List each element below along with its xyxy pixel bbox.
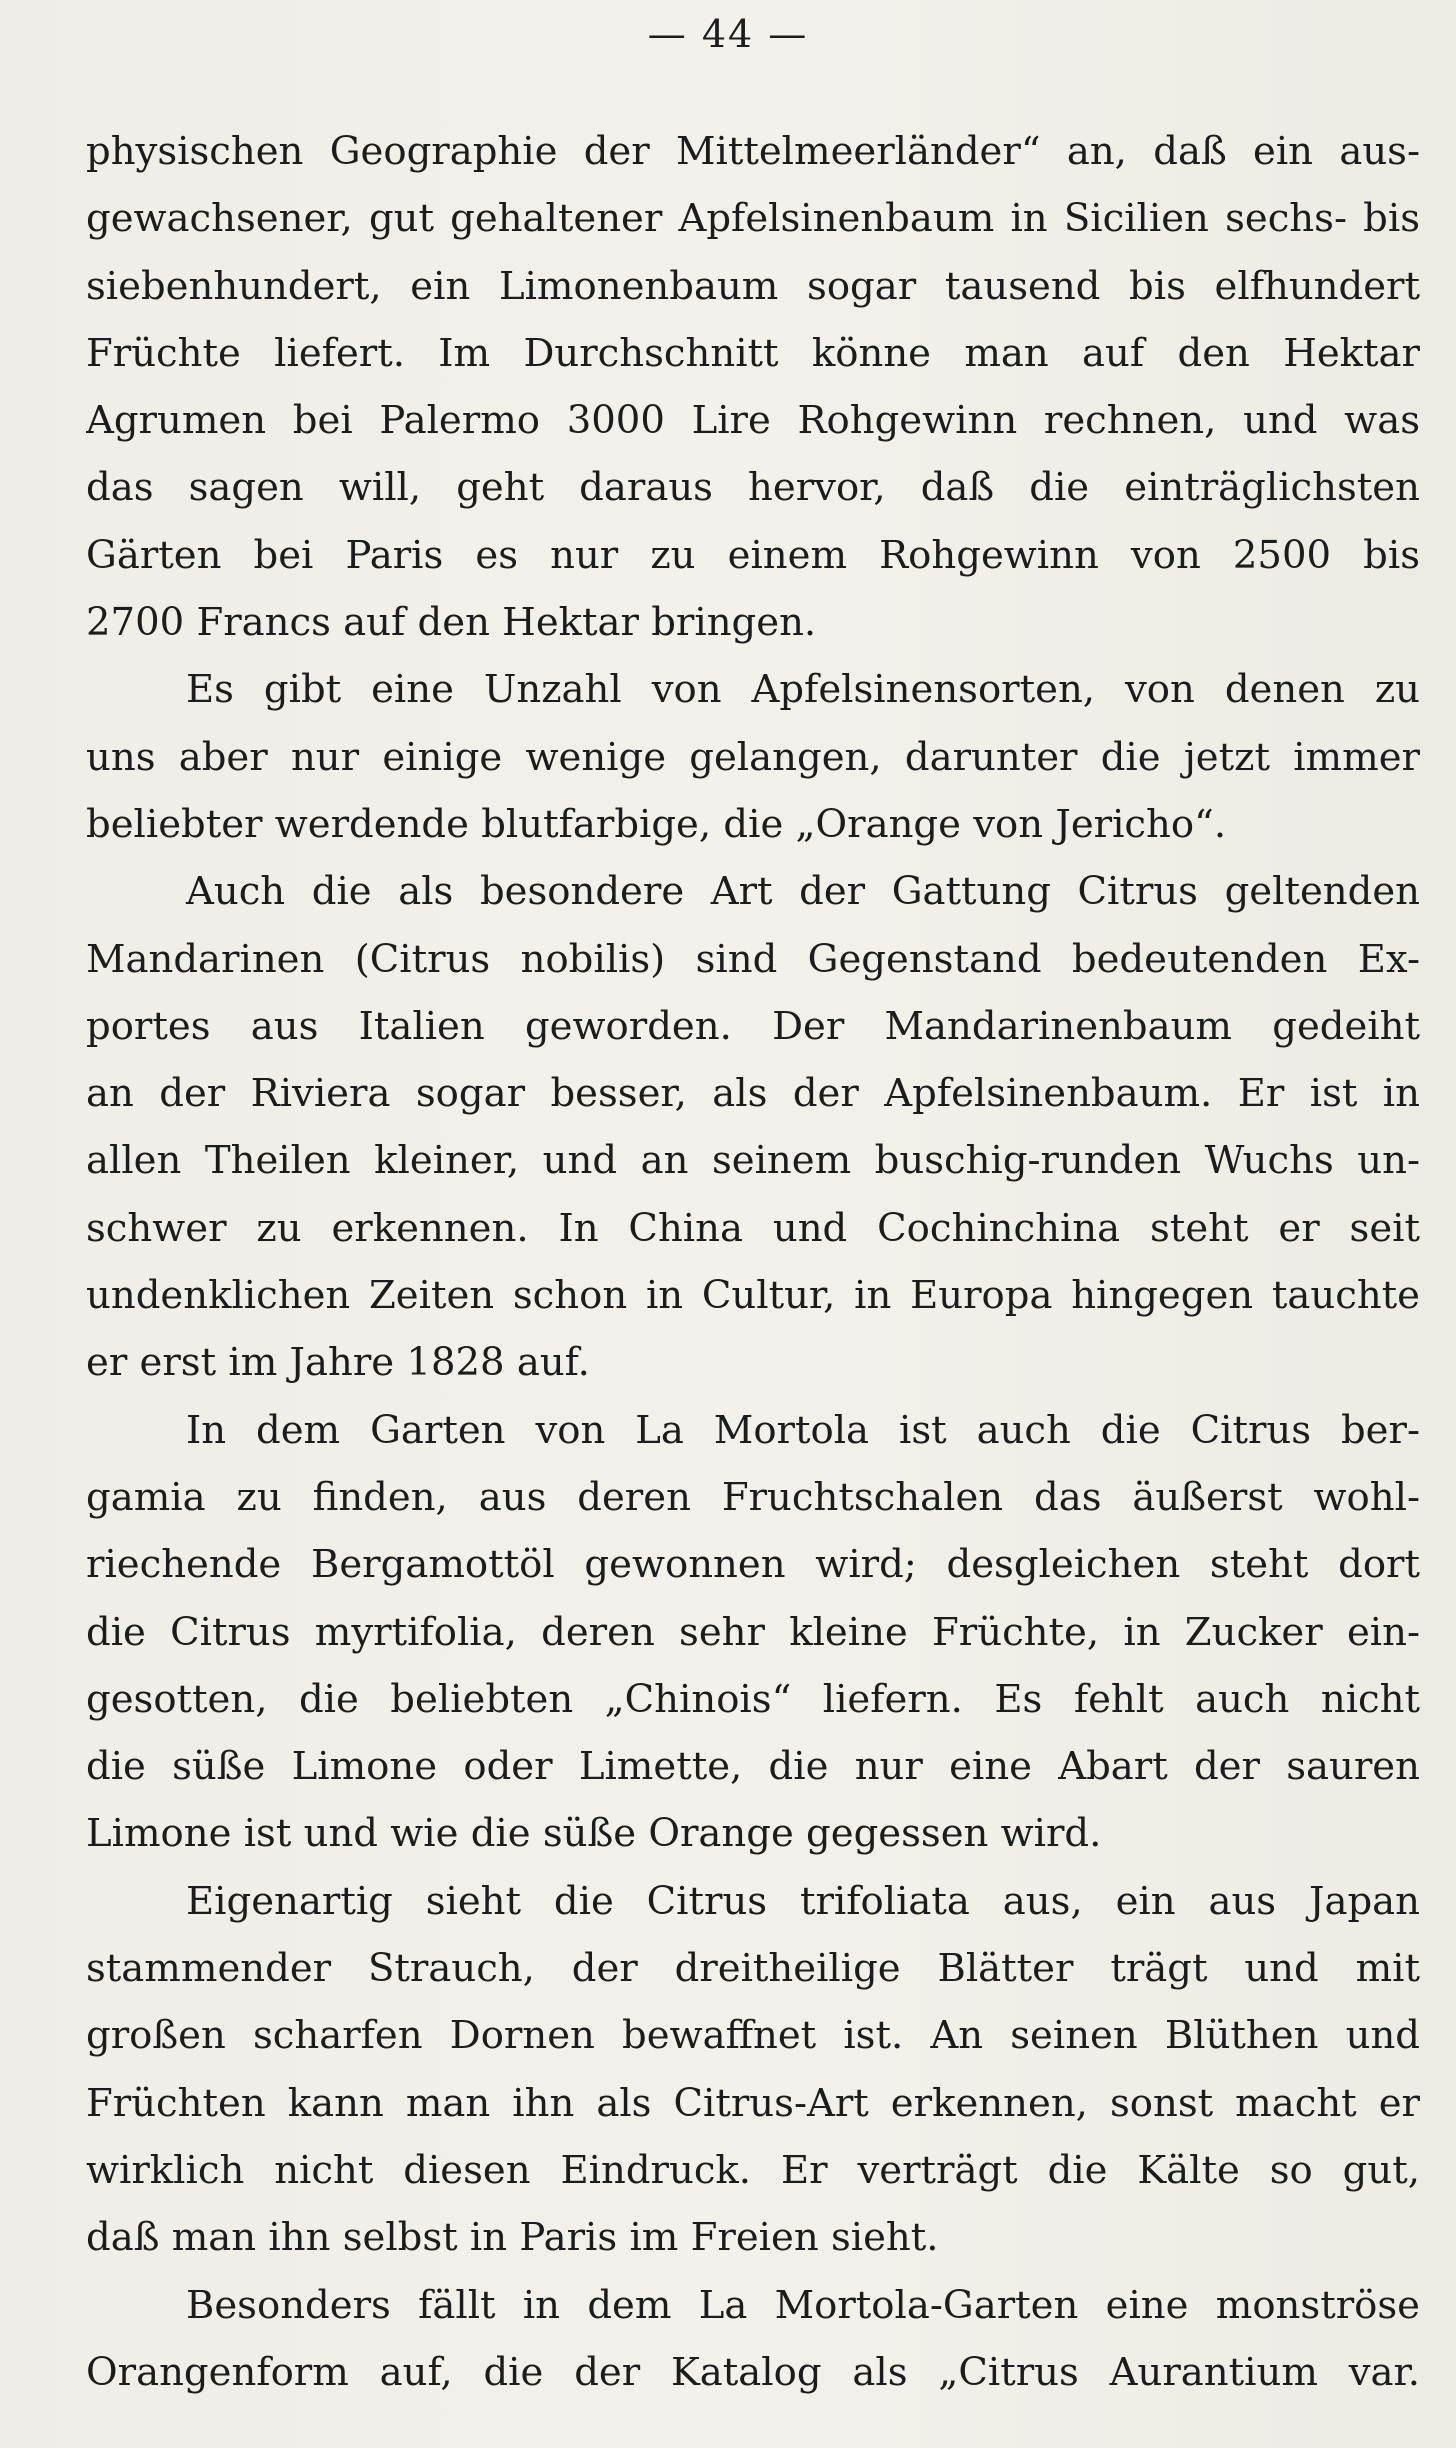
- text-line: daß man ihn selbst in Paris im Freien sieht.: [86, 2215, 939, 2261]
- text-line: Besonders fällt in dem La Mortola-Garten eine monströse: [186, 2282, 1420, 2328]
- text-line: riechende Bergamottöl gewonnen wird; desgleichen steht dort: [86, 1542, 1420, 1588]
- text-line: wirklich nicht diesen Eindruck. Er verträgt die Kälte so gut,: [86, 2147, 1420, 2193]
- text-line: gewachsener, gut gehaltener Apfelsinenbaum in Sicilien sechs- bis: [86, 196, 1420, 242]
- text-line: er erst im Jahre 1828 auf.: [86, 1340, 590, 1386]
- page-number: — 44 —: [647, 12, 809, 56]
- text-line: In dem Garten von La Mortola ist auch die Citrus ber-: [186, 1407, 1420, 1453]
- text-line: undenklichen Zeiten schon in Cultur, in Europa hingegen tauchte: [86, 1273, 1420, 1319]
- text-line: gamia zu finden, aus deren Fruchtschalen das äußerst wohl-: [86, 1474, 1420, 1520]
- body-text: [86, 118, 1420, 2406]
- text-line: Limone ist und wie die süße Orange gegessen wird.: [86, 1811, 1102, 1857]
- text-line: die süße Limone oder Limette, die nur eine Abart der sauren: [86, 1744, 1420, 1790]
- text-line: allen Theilen kleiner, und an seinem buschig-runden Wuchs un-: [86, 1138, 1420, 1184]
- text-line: physischen Geographie der Mittelmeerländer“ an, daß ein aus-: [86, 129, 1420, 174]
- text-line: uns aber nur einige wenige gelangen, darunter die jetzt immer: [86, 734, 1420, 780]
- text-line: beliebter werdende blutfarbige, die „Orange von Jericho“.: [86, 801, 1227, 847]
- text-line: siebenhundert, ein Limonenbaum sogar tausend bis elfhundert: [86, 263, 1420, 309]
- text-line: gesotten, die beliebten „Chinois“ liefern. Es fehlt auch nicht: [86, 1676, 1420, 1722]
- text-line: großen scharfen Dornen bewaffnet ist. An seinen Blüthen und: [86, 2013, 1420, 2059]
- text-line: Orangenform auf, die der Katalog als „Citrus Aurantium var.: [86, 2349, 1420, 2395]
- text-line: 2700 Francs auf den Hektar bringen.: [86, 600, 817, 646]
- text-line: Gärten bei Paris es nur zu einem Rohgewinn von 2500 bis: [86, 532, 1420, 578]
- text-line: Auch die als besondere Art der Gattung Citrus geltenden: [186, 869, 1420, 915]
- text-line: das sagen will, geht daraus hervor, daß die einträglichsten: [86, 465, 1420, 511]
- text-line: Es gibt eine Unzahl von Apfelsinensorten, von denen zu: [186, 667, 1420, 713]
- text-line: Agrumen bei Palermo 3000 Lire Rohgewinn rechnen, und was: [86, 398, 1420, 444]
- text-line: stammender Strauch, der dreitheilige Blätter trägt und mit: [86, 1946, 1420, 1992]
- text-line: Mandarinen (Citrus nobilis) sind Gegenstand bedeutenden Ex-: [86, 936, 1420, 982]
- text-line: Früchte liefert. Im Durchschnitt könne man auf den Hektar: [86, 330, 1420, 376]
- text-line: portes aus Italien geworden. Der Mandarinenbaum gedeiht: [86, 1003, 1420, 1049]
- text-line: schwer zu erkennen. In China und Cochinchina steht er seit: [86, 1205, 1420, 1251]
- text-line: die Citrus myrtifolia, deren sehr kleine Früchte, in Zucker ein-: [86, 1609, 1420, 1655]
- text-line: an der Riviera sogar besser, als der Apfelsinenbaum. Er ist in: [86, 1071, 1420, 1117]
- text-line: Früchten kann man ihn als Citrus-Art erkennen, sonst macht er: [86, 2080, 1420, 2126]
- text-line: Eigenartig sieht die Citrus trifoliata aus, ein aus Japan: [186, 1878, 1420, 1924]
